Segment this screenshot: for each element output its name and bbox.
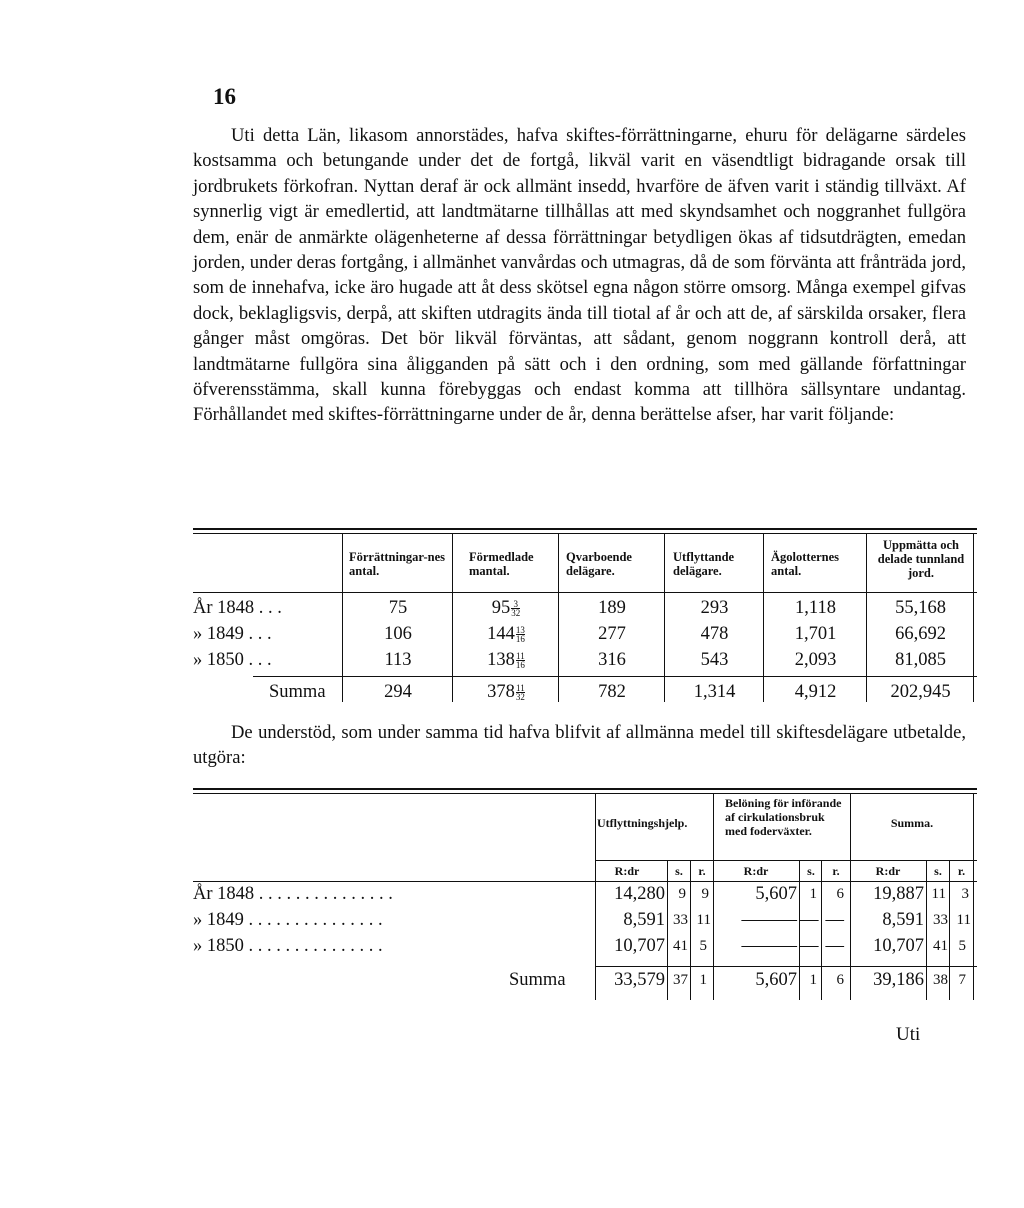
table-rule-top-thin bbox=[193, 533, 977, 534]
col-header-beloning: Belöning för införande af cirkulationsbruk med foderväxter. bbox=[725, 796, 842, 838]
subheader-s: s. bbox=[675, 864, 683, 878]
cell: 478 bbox=[700, 624, 729, 644]
cell: 11 bbox=[696, 912, 711, 928]
row-label-1848: År 1848 . . . bbox=[193, 598, 282, 618]
cell: ——— bbox=[741, 910, 797, 930]
table-understod bbox=[193, 788, 977, 1023]
col-header-summa: Summa. bbox=[890, 816, 934, 830]
cell: 3 bbox=[961, 886, 969, 902]
cell-int: 378 bbox=[487, 682, 515, 702]
paragraph-intro: Uti detta Län, likasom annorstädes, hafva skiftes-förrättningarne, ehuru för delägarne särdeles kostsamma och betungande under det de fortgå, likväl varit en väsendtligt bidragande orsak till jordbrukets förkofran. Nyttan deraf är ock allmänt insedd, hvarföre de äfven varit i ständig tillväxt. Af synnerlig vigt är emedlertid, att landtmätarne tillhållas att med skyndsamhet och noggranhet fullgöra dem, enär de anmärkte olägenheterne af dessa förrättningar betydligen ökas af tidsutdrägten, emedan jorden, under deras fortgång, i allmänhet vanvårdas och utmagras, då de som förvänta att frånträda jord, som de innehafva, icke äro hugade att åt dess skötsel egna någon större omsorg. Många exempel gifvas dock, beklagligsvis, derpå, att skiften utdragits ända till tiotal af år och att de, af särskilda orsaker, flera gånger måst omgöras. Det bör likväl förväntas, att sådant, genom noggrann kontroll derå, att landtmätarne fullgöra sina åligganden på sätt och i den ordning, som med gällande författningar öfverensstämma, skall kunna förebyggas och endast komma att tillhöra sällsyntare undantag. Förhållandet med skiftes-förrättningarne under de år, denna berättelse afser, har varit följande: bbox=[193, 125, 966, 426]
cell: 5,607 bbox=[755, 884, 797, 904]
col-header-forrattningar: Förrättningar-nes antal. bbox=[349, 550, 446, 578]
cell: 33 bbox=[673, 912, 688, 928]
cell: 8,591 bbox=[623, 910, 665, 930]
fraction-num: 13 bbox=[515, 625, 525, 636]
cell: 2,093 bbox=[794, 650, 837, 670]
subheader-rdr: R:dr bbox=[875, 864, 901, 878]
cell-total: 1 bbox=[699, 972, 707, 988]
subheader-r: r. bbox=[698, 864, 706, 878]
table-rule-sum bbox=[595, 966, 977, 967]
cell: 9 bbox=[678, 886, 686, 902]
cell: 11 bbox=[956, 912, 971, 928]
cell: 5 bbox=[958, 938, 966, 954]
cell-total: 38 bbox=[933, 972, 948, 988]
cell: 9 bbox=[701, 886, 709, 902]
fraction-den: 16 bbox=[515, 660, 525, 671]
cell: — bbox=[825, 936, 844, 956]
cell-total: 202,945 bbox=[890, 682, 951, 702]
cell-total: 782 bbox=[598, 682, 626, 702]
row-label-1848: År 1848 . . . . . . . . . . . . . . . bbox=[193, 884, 393, 904]
row-label-1850: » 1850 . . . bbox=[193, 650, 272, 670]
fraction bbox=[516, 626, 525, 643]
cell-total: 33,579 bbox=[614, 970, 665, 990]
table-column-rule bbox=[595, 794, 596, 1000]
cell: 277 bbox=[598, 624, 626, 644]
cell-total: 1,314 bbox=[693, 682, 736, 702]
cell: 6 bbox=[836, 886, 844, 902]
cell: 11 bbox=[931, 886, 946, 902]
row-label-1850: » 1850 . . . . . . . . . . . . . . . bbox=[193, 936, 383, 956]
total-label: Summa bbox=[509, 970, 566, 990]
table-rule-top bbox=[193, 788, 977, 790]
cell-total: 5,607 bbox=[755, 970, 797, 990]
cell: 189 bbox=[598, 598, 626, 618]
subheader-s: s. bbox=[934, 864, 942, 878]
cell: 19,887 bbox=[873, 884, 924, 904]
subheader-rdr: R:dr bbox=[614, 864, 640, 878]
cell: 41 bbox=[933, 938, 948, 954]
cell: 113 bbox=[384, 650, 412, 670]
cell: 293 bbox=[700, 598, 729, 618]
cell: 10,707 bbox=[614, 936, 665, 956]
col-header-agolotter: Ägolotternes antal. bbox=[771, 550, 840, 578]
cell: 316 bbox=[598, 650, 626, 670]
cell-int: 95 bbox=[491, 598, 511, 618]
cell-total: 4,912 bbox=[794, 682, 837, 702]
col-header-qvarboende: Qvarboende delägare. bbox=[566, 550, 632, 578]
cell-int: 144 bbox=[487, 624, 515, 644]
col-header-tunnland: Uppmätta och delade tunnland jord. bbox=[877, 538, 965, 580]
table-column-rule bbox=[713, 794, 714, 1000]
cell: 8,591 bbox=[882, 910, 924, 930]
cell-int: 138 bbox=[487, 650, 515, 670]
table-rule-header bbox=[193, 881, 977, 882]
cell bbox=[453, 624, 559, 645]
cell: 1,118 bbox=[795, 598, 836, 618]
cell bbox=[453, 598, 559, 619]
cell: 1,701 bbox=[794, 624, 837, 644]
fraction bbox=[511, 600, 520, 617]
table-column-rule bbox=[850, 794, 851, 1000]
cell: — bbox=[800, 910, 819, 930]
fraction-num: 11 bbox=[516, 651, 525, 662]
cell: — bbox=[800, 936, 819, 956]
cell: 543 bbox=[700, 650, 729, 670]
fraction-den: 16 bbox=[515, 634, 525, 645]
cell-total: 6 bbox=[836, 972, 844, 988]
col-header-utflyttningshjelp: Utflyttningshjelp. bbox=[597, 816, 688, 830]
cell: 1 bbox=[809, 886, 817, 902]
cell: 14,280 bbox=[614, 884, 665, 904]
subheader-r: r. bbox=[832, 864, 840, 878]
subheader-rdr: R:dr bbox=[743, 864, 769, 878]
fraction bbox=[516, 652, 525, 669]
cell: 66,692 bbox=[895, 624, 946, 644]
table-rule-top-thin bbox=[193, 793, 977, 794]
cell: 41 bbox=[673, 938, 688, 954]
subheader-r: r. bbox=[957, 864, 966, 878]
cell bbox=[453, 650, 559, 671]
total-label: Summa bbox=[269, 682, 326, 702]
cell-total bbox=[453, 682, 559, 703]
table-skiftes-forrattningar bbox=[193, 528, 977, 706]
paragraph-understod: De understöd, som under samma tid hafva blifvit af allmänna medel till skiftesdelägare utbetalde, utgöra: bbox=[193, 722, 966, 769]
row-label-1849: » 1849 . . . bbox=[193, 624, 272, 644]
page-number: 16 bbox=[213, 84, 236, 109]
fraction-den: 32 bbox=[511, 608, 521, 619]
table-rule-sum bbox=[253, 676, 977, 677]
fraction-num: 3 bbox=[511, 600, 520, 609]
cell-total: 1 bbox=[809, 972, 817, 988]
table-rule-subheader bbox=[595, 860, 977, 861]
cell-total: 7 bbox=[958, 972, 966, 988]
cell-total: 294 bbox=[384, 682, 412, 702]
table-column-rule bbox=[973, 794, 974, 1000]
cell: 106 bbox=[384, 624, 412, 644]
fraction-num: 11 bbox=[516, 683, 525, 694]
cell: 75 bbox=[388, 598, 408, 618]
table-rule-top bbox=[193, 528, 977, 530]
cell: — bbox=[825, 910, 844, 930]
cell: 5 bbox=[699, 938, 707, 954]
row-label-1849: » 1849 . . . . . . . . . . . . . . . bbox=[193, 910, 383, 930]
fraction bbox=[516, 684, 525, 701]
cell-total: 37 bbox=[673, 972, 688, 988]
table-rule-header bbox=[193, 592, 977, 593]
cell: ——— bbox=[741, 936, 797, 956]
col-header-utflyttande: Utflyttande delägare. bbox=[673, 550, 735, 578]
cell-total: 39,186 bbox=[873, 970, 924, 990]
cell: 55,168 bbox=[895, 598, 946, 618]
cell: 81,085 bbox=[895, 650, 946, 670]
col-header-mantal: Förmedlade mantal. bbox=[469, 550, 534, 578]
cell: 10,707 bbox=[873, 936, 924, 956]
fraction-den: 32 bbox=[515, 692, 525, 703]
subheader-s: s. bbox=[807, 864, 815, 878]
catchword: Uti bbox=[896, 1024, 921, 1045]
cell: 33 bbox=[933, 912, 948, 928]
